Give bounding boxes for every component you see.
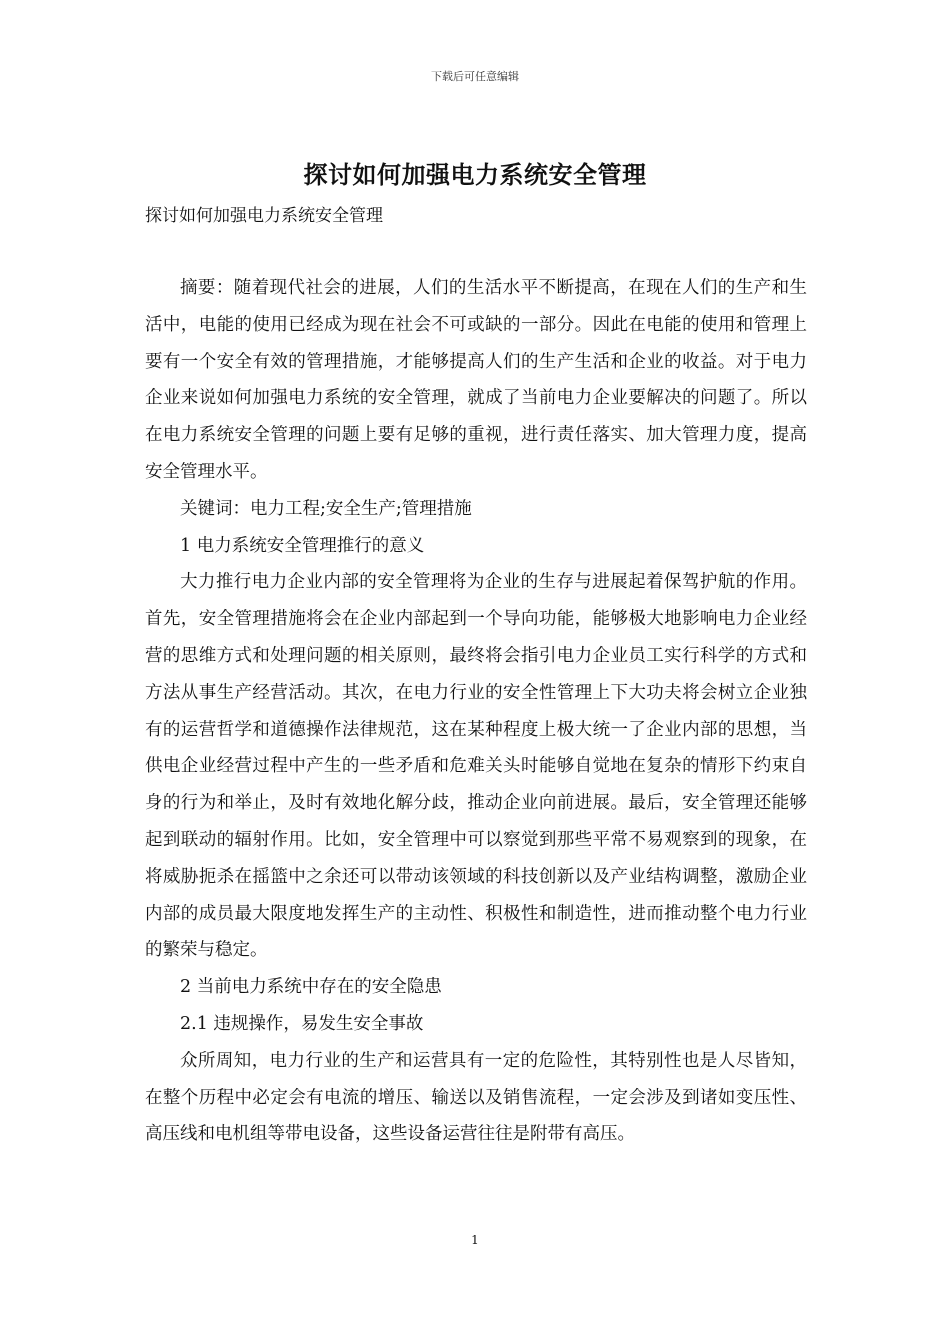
page-header-note: 下载后可任意编辑 — [431, 70, 519, 83]
abstract-paragraph: 摘要：随着现代社会的进展，人们的生活水平不断提高，在现在人们的生产和生活中，电能的使用已经成为现在社会不可或缺的一部分。因此在电能的使用和管理上要有一个安全有效的管理措施，才能够提高人们的生产生活和企业的收益。对于电力企业来说如何加强电力系统的安全管理，就成了当前电力企业要解决的问题了。所以在电力系统安全管理的问题上要有足够的重视，进行责任落实、加大管理力度，提高安全管理水平。 — [145, 278, 807, 482]
document-subtitle: 探讨如何加强电力系统安全管理 — [145, 206, 383, 226]
document-title: 探讨如何加强电力系统安全管理 — [303, 160, 647, 189]
subsection-heading-2-1: 2.1 违规操作，易发生安全事故 — [180, 1013, 424, 1034]
keywords-paragraph: 关键词：电力工程;安全生产;管理措施 — [180, 498, 472, 519]
section-heading-2: 2 当前电力系统中存在的安全隐患 — [180, 977, 442, 998]
page-number: 1 — [471, 1233, 479, 1247]
body-paragraph: 大力推行电力企业内部的安全管理将为企业的生存与进展起着保驾护航的作用。首先，安全管理措施将会在企业内部起到一个导向功能，能够极大地影响电力企业经营的思维方式和处理问题的相关原则，最终将会指引电力企业员工实行科学的方式和方法从事生产经营活动。其次，在电力行业的安全性管理上下大功夫将会树立企业独有的运营哲学和道德操作法律规范，这在某种程度上极大统一了企业内部的思想，当供电企业经营过程中产生的一些矛盾和危难关头时能够自觉地在复杂的情形下约束自身的行为和举止，及时有效地化解分歧，推动企业向前进展。最后，安全管理还能够起到联动的辐射作用。比如，安全管理中可以察觉到那些平常不易观察到的现象，在将威胁扼杀在摇篮中之余还可以带动该领域的科技创新以及产业结构调整，激励企业内部的成员最大限度地发挥生产的主动性、积极性和制造性，进而推动整个电力行业的繁荣与稳定。 — [145, 572, 807, 961]
body-paragraph: 众所周知，电力行业的生产和运营具有一定的危险性，其特别性也是人尽皆知，在整个历程中必定会有电流的增压、输送以及销售流程，一定会涉及到诸如变压性、高压线和电机组等带电设备，这些设备运营往往是附带有高压。 — [145, 1050, 807, 1145]
section-heading-1: 1 电力系统安全管理推行的意义 — [180, 535, 425, 556]
document-body — [145, 270, 807, 1153]
